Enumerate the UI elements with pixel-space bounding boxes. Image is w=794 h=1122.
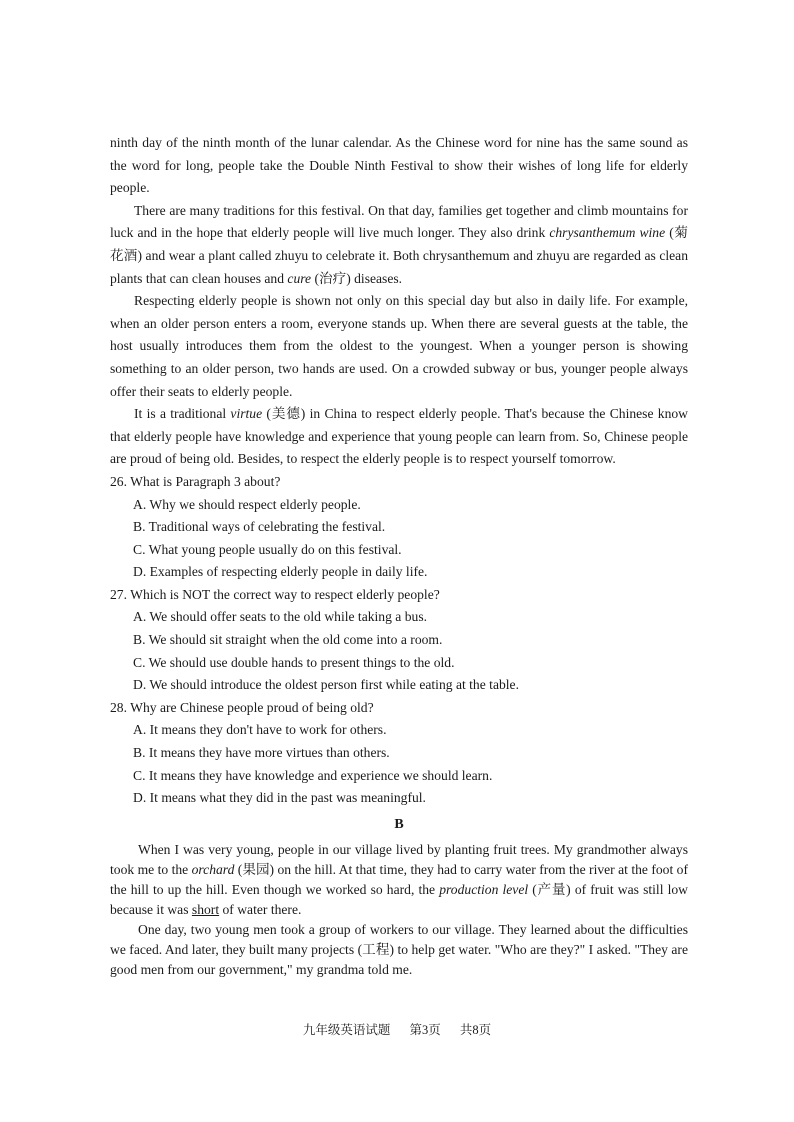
paragraph-2-text-b: (菊花酒) and wear a plant called zhuyu to celebrate it. Both chrysanthemum and zhuyu are regarded as clean plants that can clean houses and [110, 225, 689, 286]
option-b: B. It means they have more virtues than others. [133, 745, 390, 761]
option-c: C. It means they have knowledge and experience we should learn. [133, 767, 493, 783]
exam-page [110, 132, 688, 980]
option-d: D. It means what they did in the past was meaningful. [133, 790, 426, 806]
footer-exam-title: 九年级英语试题 [302, 1023, 391, 1037]
passage-a-paragraph-2 [110, 200, 688, 290]
option-a: A. Why we should respect elderly people. [133, 496, 361, 512]
passage-b-underlined-word: short [191, 901, 220, 917]
passage-a-paragraph-4 [110, 403, 688, 471]
passage-b [110, 840, 688, 980]
paragraph-2-term-chrysanthemum-wine: chrysanthemum wine [549, 225, 666, 241]
option-d: D. Examples of respecting elderly people in daily life. [133, 564, 428, 580]
passage-b-text-a: When I was very young, people in our village lived by planting fruit trees. My grandmother always took me to the [110, 841, 688, 877]
paragraph-4-term-virtue: virtue [230, 406, 263, 422]
paragraph-4-text-a: It is a traditional [134, 406, 231, 422]
paragraph-2-term-cure: cure [287, 270, 312, 286]
passage-b-text-d: of water there. [219, 901, 302, 917]
question-28 [110, 697, 688, 810]
passage-b-text-b: (果园) on the hill. At that time, they had to carry water from the river at the foot of the hill to up the hill. Even though we worked so hard, the [110, 861, 688, 897]
paragraph-4-text-b: (美德) in China to respect elderly people. That's because the Chinese know that elderly people have knowledge and experience that young people can learn from. So, Chinese people are proud of being old. Besides, to respect the elderly people is to respect yourself tomorrow. [110, 406, 688, 467]
option-b: B. Traditional ways of celebrating the festival. [133, 519, 386, 535]
passage-a-paragraph-3: Respecting elderly people is shown not only on this special day but also in daily life. For example, when an older person enters a room, everyone stands up. When there are several guests at the table, the host usually introduces them from the oldest to the youngest. When a younger person is showing something to an older person, two hands are used. On a crowded subway or bus, younger people always offer their seats to elderly people. [110, 293, 688, 399]
passage-b-paragraph-1 [110, 840, 688, 920]
question-stem: 27. Which is NOT the correct way to respect elderly people? [110, 586, 440, 602]
option-b: B. We should sit straight when the old come into a room. [133, 632, 443, 648]
passage-b-term-production-level: production level [439, 881, 529, 897]
passage-b-text-c: (产量) of fruit was still low because it was [110, 881, 688, 917]
paragraph-2-text-a: There are many traditions for this festival. On that day, families get together and climb mountains for luck and in the hope that elderly people will live much longer. They also drink [110, 202, 688, 241]
question-stem: 28. Why are Chinese people proud of being old? [110, 699, 374, 715]
option-d: D. We should introduce the oldest person first while eating at the table. [133, 677, 519, 693]
section-b-title: B [394, 816, 404, 832]
option-a: A. It means they don't have to work for others. [133, 722, 387, 738]
question-stem: 26. What is Paragraph 3 about? [110, 473, 281, 489]
passage-a [110, 132, 688, 471]
option-a: A. We should offer seats to the old while taking a bus. [133, 609, 428, 625]
passage-a-paragraph-1: ninth day of the ninth month of the lunar calendar. As the Chinese word for nine has the same sound as the word for long, people take the Double Ninth Festival to show their wishes of long life for elderly people. [110, 135, 688, 196]
paragraph-2-text-c: (治疗) diseases. [311, 270, 403, 286]
page-footer [0, 1020, 794, 1038]
question-27 [110, 584, 688, 697]
question-26 [110, 471, 688, 584]
passage-b-paragraph-2: One day, two young men took a group of workers to our village. They learned about the difficulties we faced. And later, they built many projects (工程) to help get water. "Who are they?" I asked. "They are good men from our government," my grandma told me. [110, 921, 688, 977]
option-c: C. We should use double hands to present things to the old. [133, 654, 455, 670]
passage-b-term-orchard: orchard [191, 861, 235, 877]
option-c: C. What young people usually do on this festival. [133, 541, 402, 557]
footer-total-pages: 共8页 [459, 1023, 492, 1037]
footer-page-number: 第3页 [409, 1023, 441, 1037]
